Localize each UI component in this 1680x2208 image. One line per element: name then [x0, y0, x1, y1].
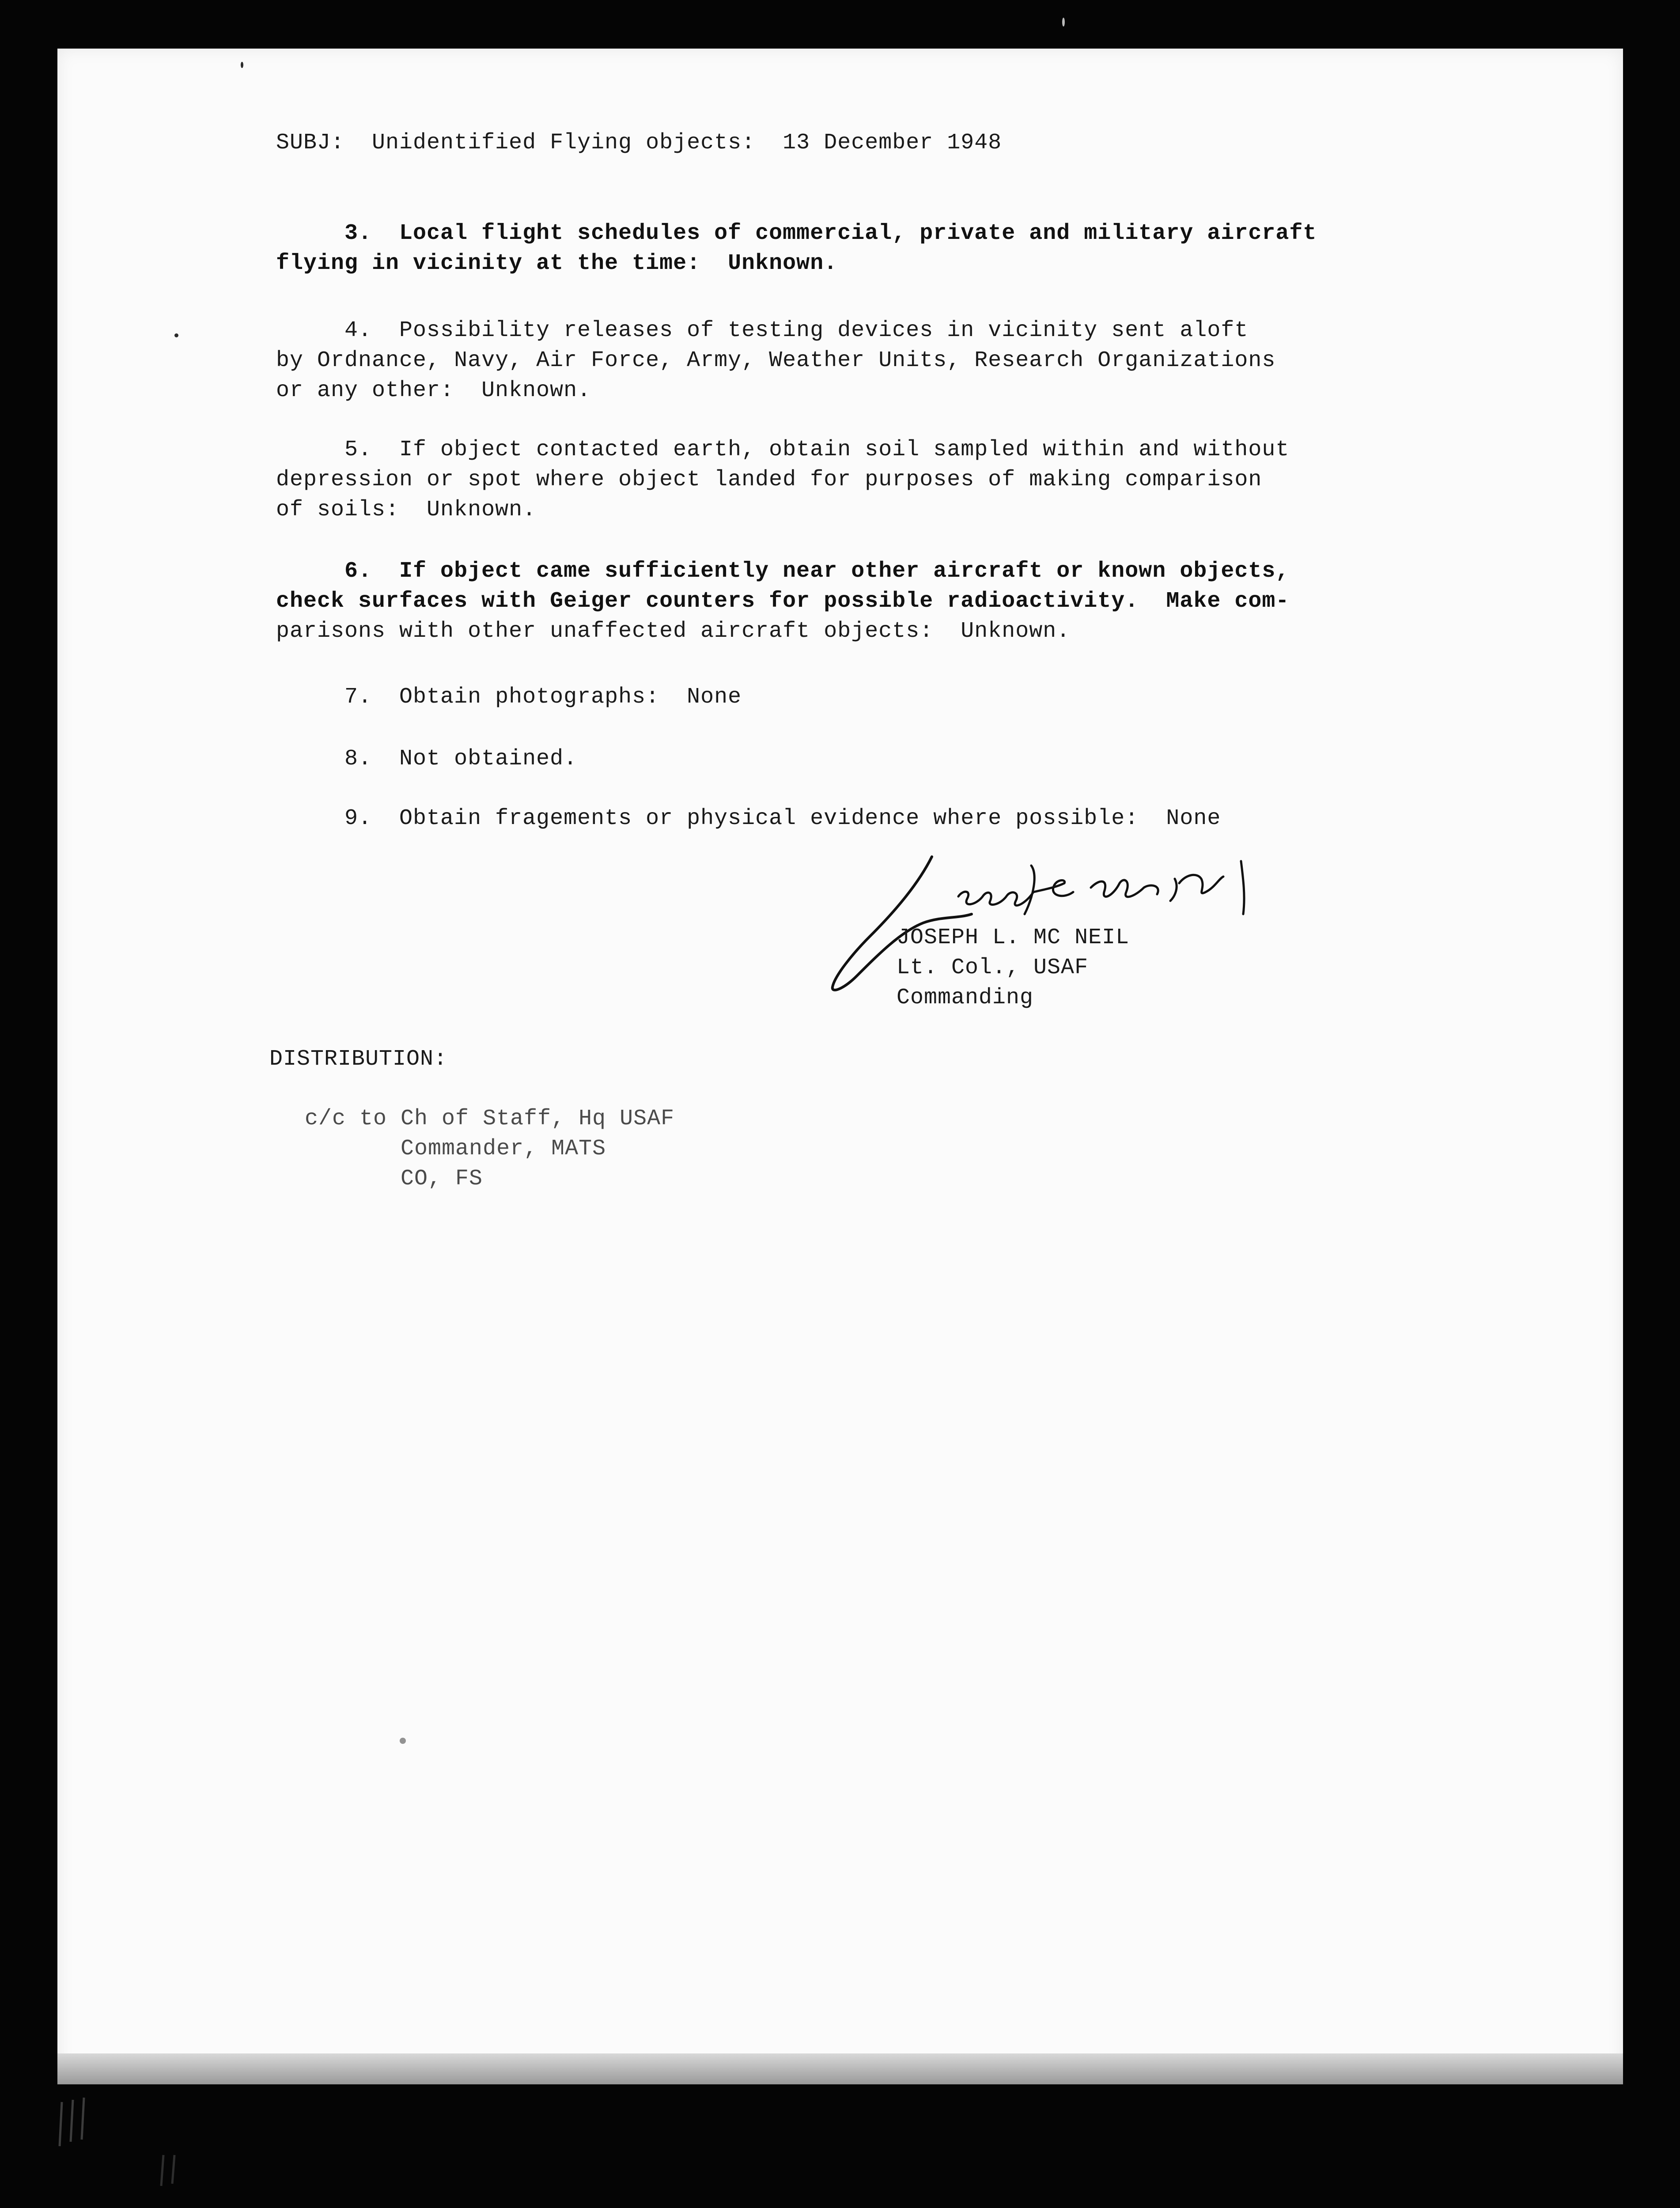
item-3-line-1: 3. Local flight schedules of commercial, private and military aircraft [276, 221, 1317, 246]
subject-line: SUBJ: Unidentified Flying objects: 13 December 1948 [276, 130, 1002, 155]
distribution-list [305, 1104, 674, 1194]
signature-block [897, 923, 1129, 1013]
page-bottom-edge [57, 2053, 1623, 2084]
signer-title: Commanding [897, 985, 1034, 1010]
distribution-line-3: CO, FS [305, 1166, 483, 1191]
signer-name: JOSEPH L. MC NEIL [897, 925, 1130, 950]
item-6-line-2: check surfaces with Geiger counters for possible radioactivity. Make com- [276, 589, 1290, 614]
item-4 [276, 316, 1275, 406]
item-9-line-1: 9. Obtain fragements or physical evidence where possible: None [276, 806, 1221, 831]
distribution-heading: DISTRIBUTION: [269, 1047, 448, 1072]
dust-speck [400, 1738, 406, 1744]
item-4-line-2: by Ordnance, Navy, Air Force, Army, Weather Units, Research Organizations [276, 348, 1276, 373]
item-5-line-2: depression or spot where object landed for purposes of making comparison [276, 467, 1262, 492]
item-6-line-3: parisons with other unaffected aircraft objects: Unknown. [276, 619, 1071, 644]
distribution-line-1: c/c to Ch of Staff, Hq USAF [305, 1106, 675, 1131]
item-9 [276, 804, 1221, 834]
item-5 [276, 435, 1289, 525]
dust-speck [1062, 18, 1065, 26]
item-4-line-3: or any other: Unknown. [276, 378, 591, 403]
item-3 [276, 219, 1317, 279]
distribution-line-2: Commander, MATS [305, 1136, 606, 1161]
item-8 [276, 744, 577, 774]
dust-speck [174, 333, 178, 337]
item-5-line-3: of soils: Unknown. [276, 497, 537, 522]
item-3-line-2: flying in vicinity at the time: Unknown. [276, 251, 838, 276]
dust-speck [241, 62, 243, 68]
item-8-line-1: 8. Not obtained. [276, 746, 578, 771]
scan-edge-marks [53, 2084, 274, 2208]
item-6 [276, 556, 1289, 647]
item-5-line-1: 5. If object contacted earth, obtain soil sampled within and without [276, 437, 1290, 462]
signer-rank: Lt. Col., USAF [897, 955, 1089, 980]
item-4-line-1: 4. Possibility releases of testing devices in vicinity sent aloft [276, 318, 1249, 343]
item-7-line-1: 7. Obtain photographs: None [276, 684, 742, 710]
item-6-line-1: 6. If object came sufficiently near other aircraft or known objects, [276, 559, 1290, 584]
item-7 [276, 682, 742, 712]
